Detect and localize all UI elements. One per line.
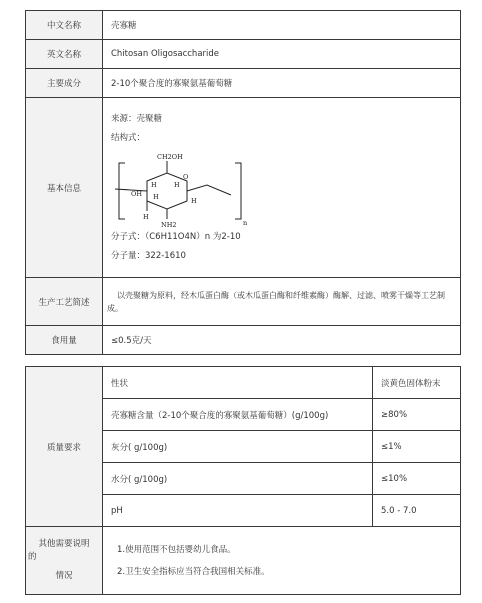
quality-label: 质量要求 xyxy=(26,367,103,527)
table-row xyxy=(26,69,461,98)
quality-value: 5.0 - 7.0 xyxy=(373,495,461,527)
basic-info-label: 基本信息 xyxy=(26,98,103,278)
mol-h5: H xyxy=(191,196,197,205)
row-value: Chitosan Oligosaccharide xyxy=(103,40,461,69)
mol-h4: H xyxy=(143,212,149,221)
quality-item: 灰分( g/100g) xyxy=(103,431,373,463)
mol-h2: H xyxy=(174,180,180,189)
other-label-line2: 的 xyxy=(28,552,37,562)
mol-h1: H xyxy=(151,180,157,189)
table-row xyxy=(26,40,461,69)
quality-value: 淡黄色固体粉末 xyxy=(373,367,461,399)
row-value: 壳寡糖 xyxy=(103,11,461,40)
formula-text: 分子式：（C6H11O4N）n 为2-10 xyxy=(111,231,241,242)
quality-table xyxy=(25,366,461,595)
other-row xyxy=(26,527,461,595)
quality-item: 水分( g/100g) xyxy=(103,463,373,495)
other-notes xyxy=(103,527,461,595)
quality-value: ≤1% xyxy=(373,431,461,463)
mol-o: O xyxy=(183,172,189,181)
process-line1: 以壳聚糖为原料，经木瓜蛋白酶（或木瓜蛋白酶和纤维素酶）酶解、过滤、喷雾干燥等工艺制 xyxy=(117,290,445,300)
mol-oh: OH xyxy=(131,189,142,198)
quality-item: 性状 xyxy=(103,367,373,399)
note-1: 1.使用范围不包括婴幼儿食品。 xyxy=(117,544,236,555)
process-line2: 成。 xyxy=(107,303,123,313)
other-label-line3: 情况 xyxy=(55,571,73,581)
quality-item: 壳寡糖含量（2-10个聚合度的寡聚氨基葡萄糖）(g/100g) xyxy=(103,399,373,431)
other-label-line1: 其他需要说明 xyxy=(38,539,90,549)
dosage-row xyxy=(26,326,461,355)
structural-formula xyxy=(111,149,251,229)
quality-value: ≤10% xyxy=(373,463,461,495)
source-text: 来源：壳聚糖 xyxy=(111,113,163,124)
mol-nh2: NH2 xyxy=(161,220,177,229)
row-value: 2-10个聚合度的寡聚氨基葡萄糖 xyxy=(103,69,461,98)
basic-info-row xyxy=(26,98,461,278)
process-cell xyxy=(103,278,461,326)
table-row xyxy=(26,11,461,40)
mol-ch2oh: CH2OH xyxy=(157,152,183,161)
quality-item: pH xyxy=(103,495,373,527)
process-row xyxy=(26,278,461,326)
info-table xyxy=(25,10,461,355)
dosage-value: ≤0.5克/天 xyxy=(103,326,461,355)
mol-n: n xyxy=(243,218,248,227)
dosage-label: 食用量 xyxy=(26,326,103,355)
note-2: 2.卫生安全指标应当符合我国相关标准。 xyxy=(117,566,270,577)
basic-info-cell xyxy=(103,98,461,278)
row-label: 英文名称 xyxy=(26,40,103,69)
process-label: 生产工艺简述 xyxy=(26,278,103,326)
mass-text: 分子量：322-1610 xyxy=(111,250,186,261)
table-row xyxy=(26,367,461,399)
structure-label: 结构式： xyxy=(111,132,146,143)
row-label: 中文名称 xyxy=(26,11,103,40)
other-label xyxy=(26,527,103,595)
mol-h3: H xyxy=(153,192,159,201)
quality-value: ≥80% xyxy=(373,399,461,431)
row-label: 主要成分 xyxy=(26,69,103,98)
